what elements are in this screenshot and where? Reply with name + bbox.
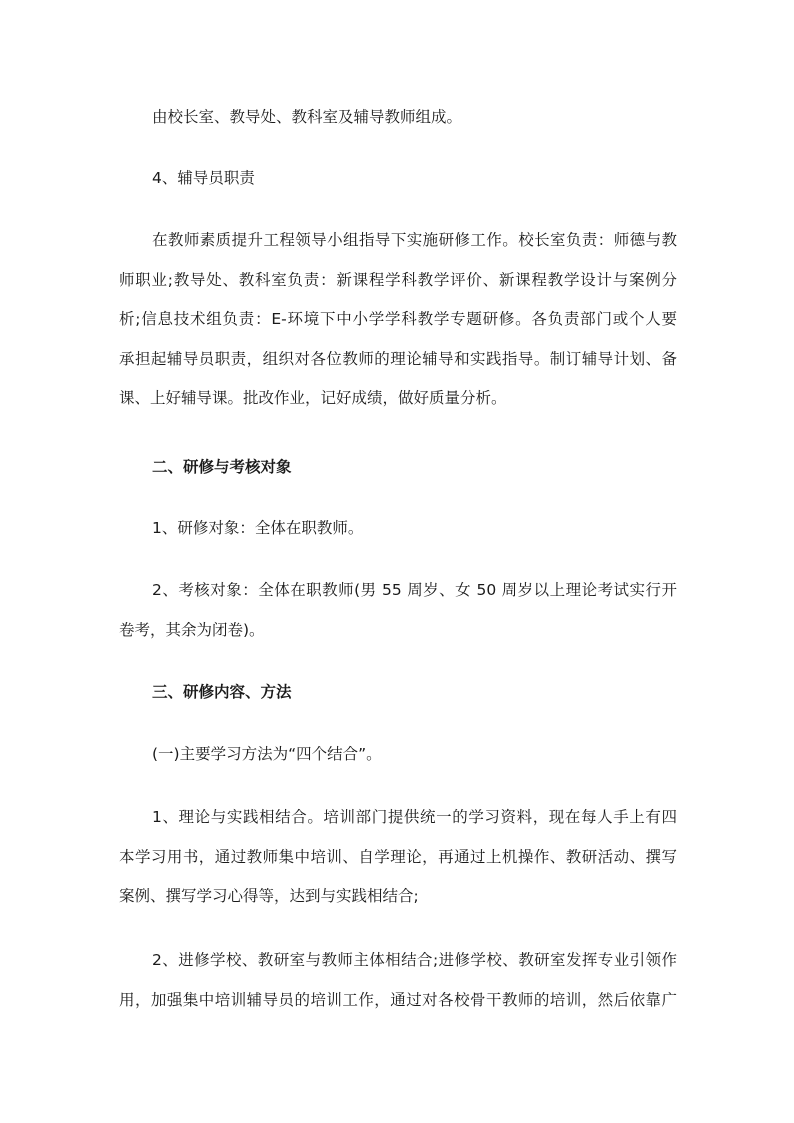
paragraph-assessment-targets <box>119 571 677 650</box>
text-line: 4、辅导员职责 <box>152 169 255 187</box>
text-line: 2、进修学校、教研室与教师主体相结合;进修学校、教研室发挥专业引领作 <box>152 951 677 969</box>
text-line: 在教师素质提升工程领导小组指导下实施研修工作。校长室负责：师德与教 <box>152 231 677 249</box>
text-line: 2、考核对象：全体在职教师(男 55 周岁、女 50 周岁以上理论考试实行开 <box>152 581 677 599</box>
paragraph-methods <box>119 735 677 775</box>
text-line: 三、研修内容、方法 <box>152 683 292 701</box>
paragraph-school-teacher <box>119 941 677 1020</box>
text-line: 析;信息技术组负责：E-环境下中小学学科教学专题研修。各负责部门或个人要 <box>119 310 677 328</box>
text-line: 用，加强集中培训辅导员的培训工作，通过对各校骨干教师的培训，然后依靠广 <box>119 990 677 1009</box>
text-line: 师职业;教导处、教科室负责：新课程学科教学评价、新课程教学设计与案例分 <box>119 270 677 289</box>
paragraph-theory-practice <box>119 798 677 917</box>
text-line: (一)主要学习方法为“四个结合”。 <box>152 745 382 763</box>
text-line: 案例、撰写学习心得等，达到与实践相结合; <box>119 887 419 905</box>
text-line: 本学习用书，通过教师集中培训、自学理论，再通过上机操作、教研活动、撰写 <box>119 847 677 866</box>
text-line: 1、理论与实践相结合。培训部门提供统一的学习资料，现在每人手上有四 <box>152 808 677 826</box>
text-line: 课、上好辅导课。批改作业，记好成绩，做好质量分析。 <box>119 389 507 407</box>
paragraph-duties <box>119 221 677 419</box>
section-heading-2 <box>119 448 677 488</box>
paragraph-study-targets <box>119 509 677 549</box>
text-line: 二、研修与考核对象 <box>152 458 292 476</box>
heading-counselor-duties <box>119 159 677 199</box>
text-line: 1、研修对象：全体在职教师。 <box>152 519 364 537</box>
section-heading-3 <box>119 673 677 713</box>
paragraph-members <box>119 98 677 138</box>
text-line: 卷考，其余为闭卷)。 <box>119 620 265 639</box>
text-line: 由校长室、教导处、教科室及辅导教师组成。 <box>152 108 463 126</box>
text-line: 承担起辅导员职责，组织对各位教师的理论辅导和实践指导。制订辅导计划、备 <box>119 349 677 368</box>
